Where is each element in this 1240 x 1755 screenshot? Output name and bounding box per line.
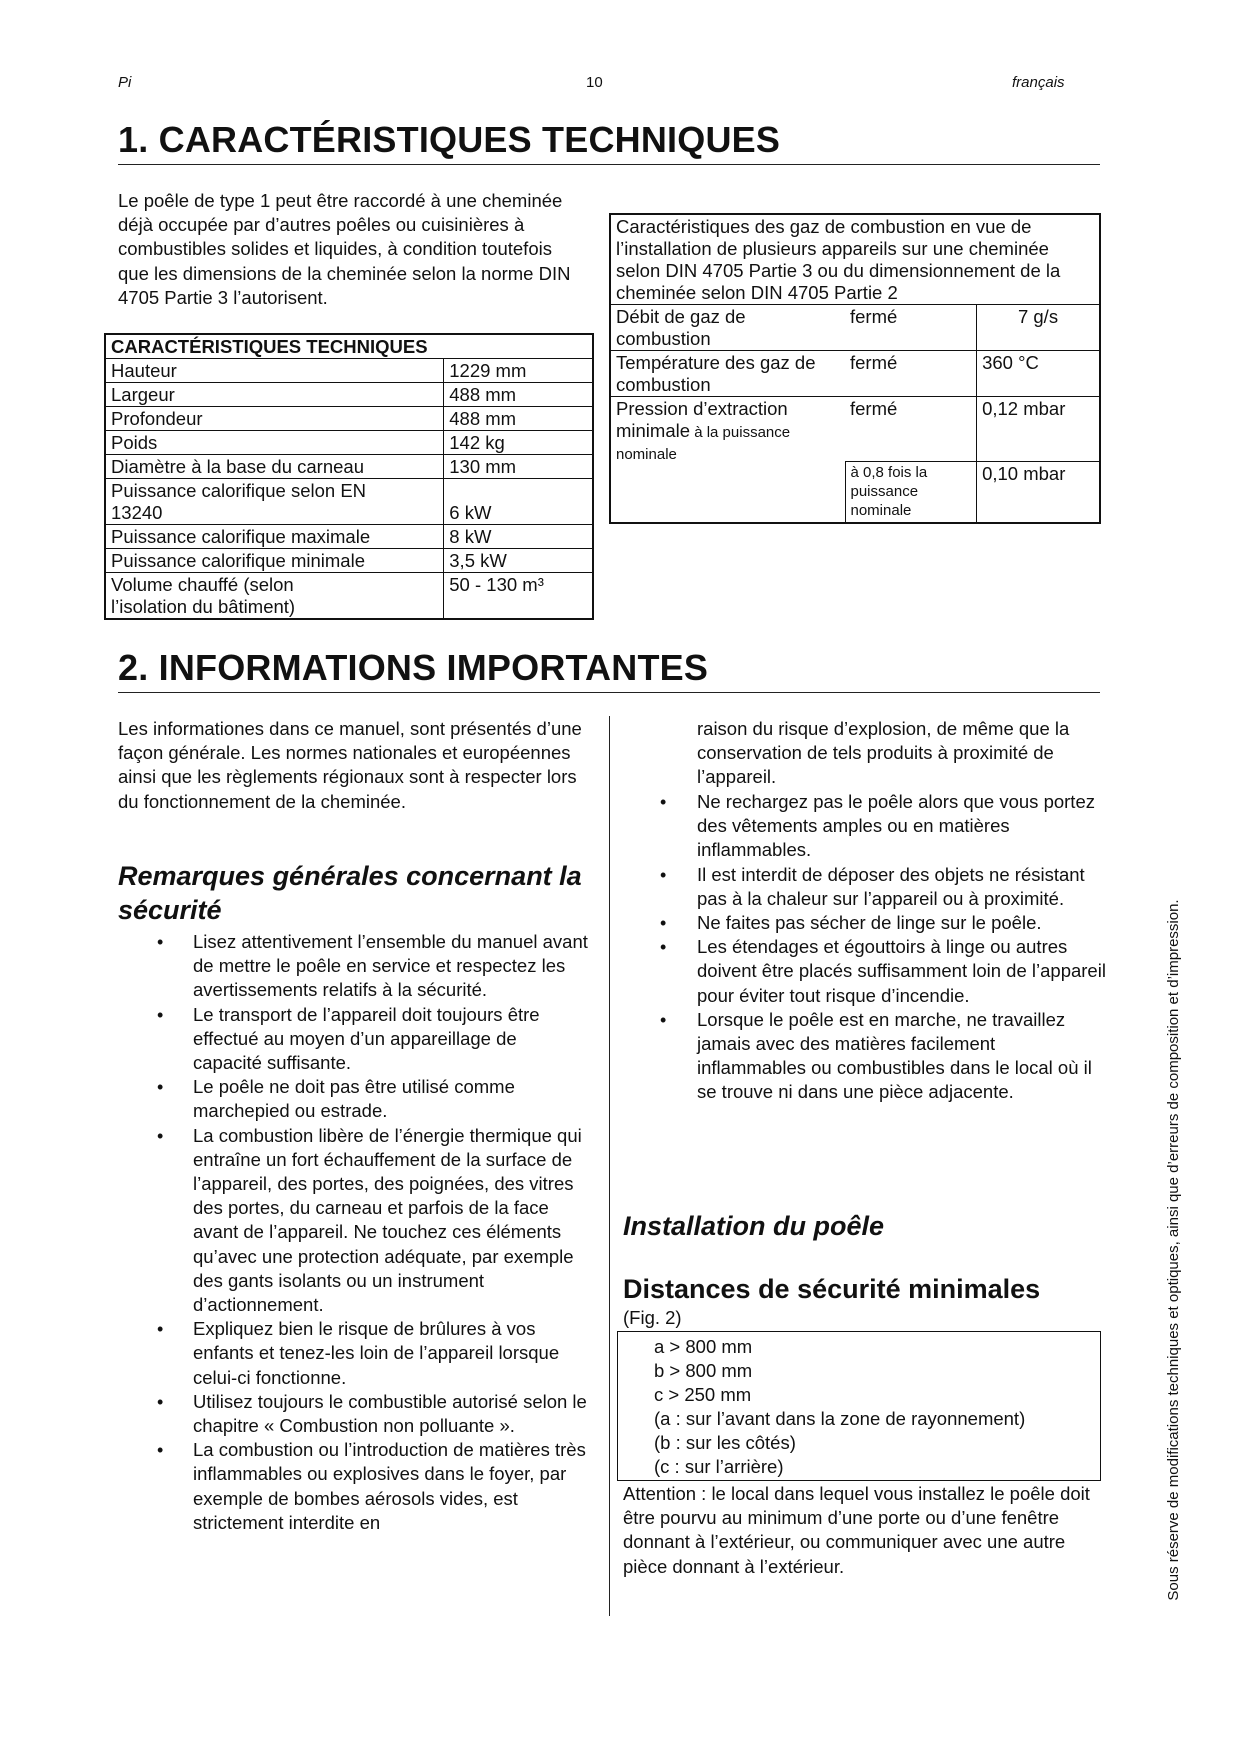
table-row [105,455,593,479]
list-item: • Ne faites pas sécher de linge sur le poêle. [620,911,1107,935]
tech-value: 488 mm [444,383,593,407]
gas-value: 0,12 mbar [977,397,1100,462]
safety-list-right [620,790,1107,1105]
tech-value: 488 mm [444,407,593,431]
safety-title: Remarques générales concernant la sécurité [118,861,582,925]
table-row [105,573,593,620]
list-item: • Le transport de l’appareil doit toujours être effectué au moyen d’un appareillage de capacité suffisante. [118,1003,590,1076]
gas-value: 360 °C [977,351,1100,397]
table-row [105,525,593,549]
distance-item: b > 800 mm [654,1360,753,1381]
distance-item: a > 800 mm [654,1336,753,1357]
list-item: • Il est interdit de déposer des objets ne résistant pas à la chaleur sur l’appareil ou à proximité. [620,863,1107,911]
attention-note: Attention : le local dans lequel vous installez le poêle doit être pourvu au minimum d’une porte ou d’une fenêtre donnant à l’extérieur, ou communiquer avec une autre pièce donnant à l’extérieur. [623,1483,1090,1577]
list-item: • Expliquez bien le risque de brûlures à vos enfants et tenez-les loin de l’appareil lorsque celui-ci fonctionne. [118,1317,590,1390]
tech-label: Diamètre à la base du carneau [105,455,444,479]
header-left: Pi [118,74,132,91]
section-2-title: 2. INFORMATIONS IMPORTANTES [118,646,1100,693]
list-item: • Lorsque le poêle est en marche, ne travaillez jamais avec des matières facilement inflammables ou combustibles dans le local où il se trouve ni dans une pièce adjacente. [620,1008,1107,1105]
gas-state: fermé [845,397,977,462]
distance-item: (b : sur les côtés) [654,1432,796,1453]
side-disclaimer: Sous réserve de modifications techniques et optiques, ainsi que d’erreurs de composition et d’impression. [1165,899,1182,1601]
tech-label: Hauteur [105,359,444,383]
page-number: 10 [586,74,603,91]
gas-label-main: Pression d’extraction minimale [616,398,788,441]
tech-table-header: CARACTÉRISTIQUES TECHNIQUES [105,334,593,359]
gas-label: Débit de gaz de combustion [610,305,845,351]
tech-value: 8 kW [444,525,593,549]
distance-item: (a : sur l’avant dans la zone de rayonnement) [654,1408,1026,1429]
safety-list-left [118,930,590,1535]
gas-table-header: Caractéristiques des gaz de combustion en vue de l’installation de plusieurs appareils sur une cheminée selon DIN 4705 Partie 3 ou du dimensionnement de la cheminée selon DIN 4705 Partie 2 [610,214,1100,305]
tech-value: 6 kW [444,479,593,525]
gas-state-small: à 0,8 fois la puissance nominale [845,462,977,524]
table-row [105,549,593,573]
tech-label: Largeur [105,383,444,407]
bullet-continuation: raison du risque d’explosion, de même que la conservation de tels produits à proximité de l’appareil. [697,718,1070,788]
gas-label-small: nominale [616,446,677,463]
tech-label: Profondeur [105,407,444,431]
tech-label: Puissance calorifique maximale [105,525,444,549]
tech-label: Puissance calorifique minimale [105,549,444,573]
tech-table [104,333,594,620]
table-row [105,407,593,431]
table-row [610,305,1100,351]
distance-item: c > 250 mm [654,1384,752,1405]
header-right: français [1012,74,1065,91]
gas-label [610,397,845,524]
section-1-intro: Le poêle de type 1 peut être raccordé à une cheminée déjà occupée par d’autres poêles ou cuisinières à combustibles solides et liquides, à condition toutefois que les dimensions de la cheminée selon la norme DIN 4705 Partie 3 l’autorisent. [118,190,571,308]
section-2-intro: Les informationes dans ce manuel, sont présentés d’une façon générale. Les normes nationales et européennes ainsi que les règlements régionaux sont à respecter lors du fonctionnement de la cheminée. [118,718,582,812]
list-item: • Ne rechargez pas le poêle alors que vous portez des vêtements amples ou en matières inflammables. [620,790,1107,863]
table-row [105,359,593,383]
tech-value: 3,5 kW [444,549,593,573]
table-row [105,431,593,455]
table-row [610,351,1100,397]
gas-value: 7 g/s [977,305,1100,351]
distances-title: Distances de sécurité minimales [623,1274,1041,1304]
gas-value: 0,10 mbar [977,462,1100,524]
list-item: • Le poêle ne doit pas être utilisé comme marchepied ou estrade. [118,1075,590,1123]
section-1-title: 1. CARACTÉRISTIQUES TECHNIQUES [118,118,1100,165]
fig-reference: (Fig. 2) [623,1307,682,1328]
list-item: • Lisez attentivement l’ensemble du manuel avant de mettre le poêle en service et respectez les avertissements relatifs à la sécurité. [118,930,590,1003]
gas-table [609,213,1101,524]
distances-box [617,1331,1101,1481]
list-item: • La combustion ou l’introduction de matières très inflammables ou explosives dans le foyer, par exemple de bombes aérosols vides, est strictement interdite en [118,1438,590,1535]
tech-value: 1229 mm [444,359,593,383]
list-item: • La combustion libère de l’énergie thermique qui entraîne un fort échauffement de la surface de l’appareil, des portes, des poignées, des vitres des portes, du carneau et parfois de la face avant de l’appareil. Ne touchez ces éléments qu’avec une protection adéquate, par exemple des gants isolants ou un instrument d’actionnement. [118,1124,590,1318]
table-row [610,397,1100,462]
gas-state: fermé [845,305,977,351]
tech-label: Poids [105,431,444,455]
tech-label: Volume chauffé (selon l’isolation du bâtiment) [105,573,444,620]
table-row [105,383,593,407]
tech-value: 130 mm [444,455,593,479]
install-title: Installation du poêle [623,1211,885,1241]
gas-label: Température des gaz de combustion [610,351,845,397]
list-item: • Utilisez toujours le combustible autorisé selon le chapitre « Combustion non polluante ». [118,1390,590,1438]
tech-label: Puissance calorifique selon EN 13240 [105,479,444,525]
table-row [105,479,593,525]
gas-label-small: à la puissance [690,424,791,441]
tech-value: 142 kg [444,431,593,455]
gas-state: fermé [845,351,977,397]
distance-item: (c : sur l’arrière) [654,1456,784,1477]
list-item: • Les étendages et égouttoirs à linge ou autres doivent être placés suffisamment loin de l’appareil pour éviter tout risque d’incendie. [620,935,1107,1008]
tech-value: 50 - 130 m³ [444,573,593,620]
column-divider [609,716,610,1616]
